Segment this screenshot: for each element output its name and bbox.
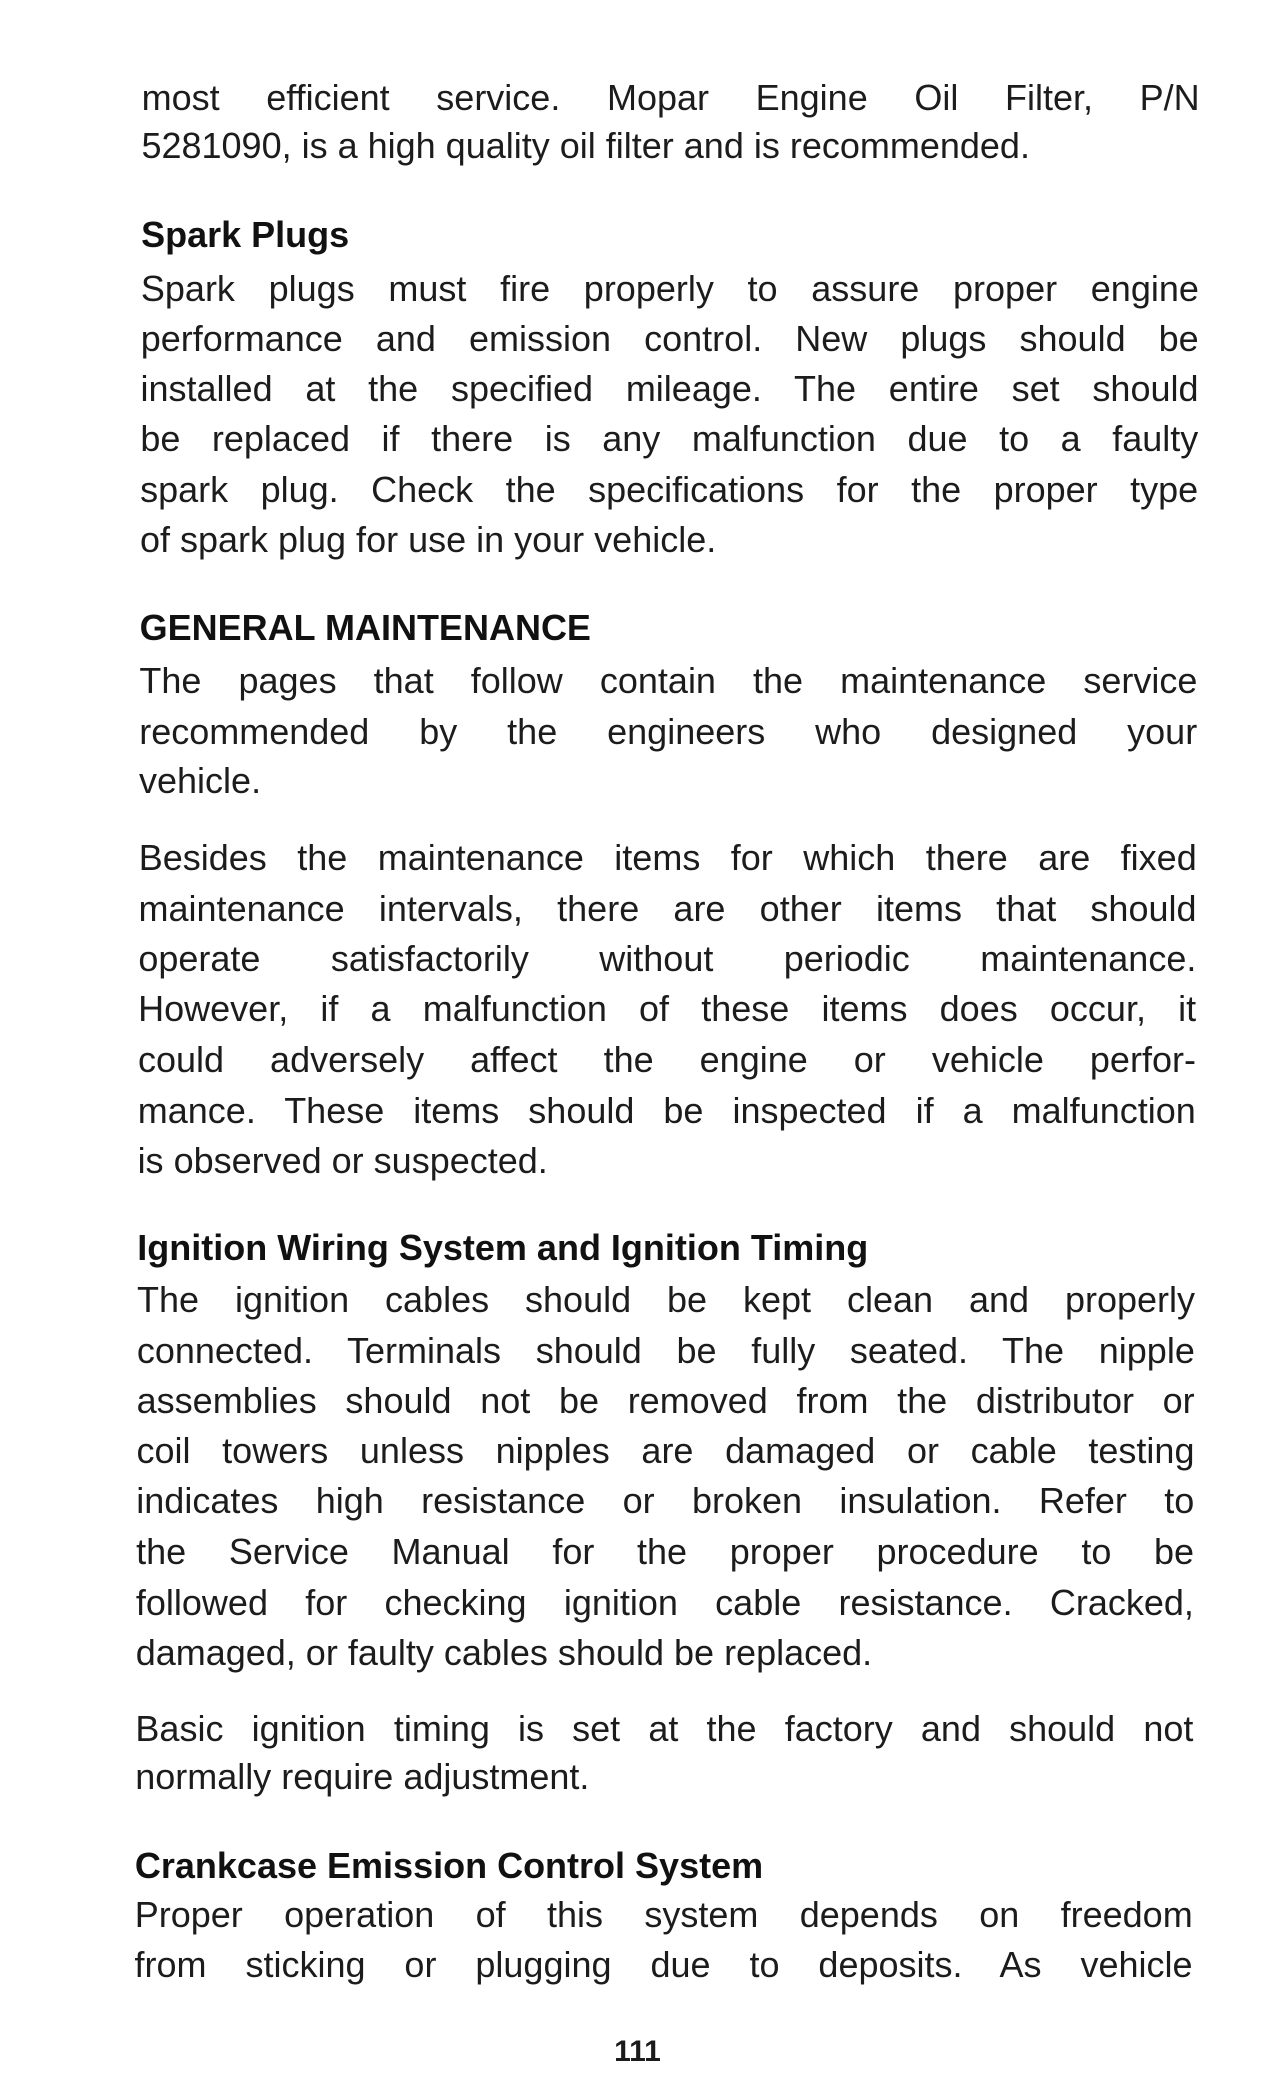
paragraph-line: vehicle. (139, 760, 262, 801)
paragraph-line: The ignition cables should be kept clean and properly (137, 1279, 1196, 1320)
paragraph-line: is observed or suspected. (137, 1140, 548, 1181)
paragraph-line: of spark plug for use in your vehicle. (139, 519, 717, 560)
paragraph-line: normally require adjustment. (135, 1756, 590, 1797)
paragraph-line: installed at the specified mileage. The entire set should (140, 368, 1199, 409)
paragraph-line: operate satisfactorily without periodic maintenance. (138, 938, 1197, 979)
section-heading: Ignition Wiring System and Ignition Timing (137, 1227, 869, 1268)
paragraph-line: maintenance intervals, there are other items that should (138, 888, 1197, 929)
paragraph-line: spark plug. Check the specifications for the proper type (140, 469, 1199, 510)
paragraph-line: Basic ignition timing is set at the factory and should not (135, 1708, 1194, 1749)
page-number: 111 (614, 2035, 661, 2068)
paragraph-line: Proper operation of this system depends on freedom (134, 1894, 1193, 1935)
paragraph-line: The pages that follow contain the maintenance service (139, 660, 1198, 701)
paragraph-line: 5281090, is a high quality oil filter and is recommended. (141, 125, 1030, 166)
paragraph-line: performance and emission control. New plugs should be (140, 318, 1199, 359)
paragraph-line: recommended by the engineers who designed your (139, 711, 1198, 752)
paragraph-line: most efficient service. Mopar Engine Oil Filter, P/N (141, 77, 1200, 118)
paragraph-line: could adversely affect the engine or vehicle perfor- (137, 1039, 1196, 1080)
section-heading: GENERAL MAINTENANCE (139, 607, 591, 648)
paragraph-line: Spark plugs must fire properly to assure proper engine (140, 268, 1199, 309)
paragraph-line: assemblies should not be removed from the distributor or (136, 1380, 1195, 1421)
paragraph-line: coil towers unless nipples are damaged or cable testing (136, 1430, 1195, 1471)
paragraph-line: damaged, or faulty cables should be replaced. (135, 1632, 873, 1673)
paragraph-line: followed for checking ignition cable resistance. Cracked, (135, 1582, 1194, 1623)
section-heading: Spark Plugs (141, 214, 350, 255)
paragraph-line: However, if a malfunction of these items does occur, it (138, 988, 1197, 1029)
section-heading: Crankcase Emission Control System (134, 1845, 764, 1886)
paragraph-line: the Service Manual for the proper procedure to be (136, 1531, 1195, 1572)
paragraph-line: indicates high resistance or broken insulation. Refer to (136, 1480, 1195, 1521)
paragraph-line: Besides the maintenance items for which there are fixed (138, 837, 1197, 878)
paragraph-line: connected. Terminals should be fully seated. The nipple (136, 1330, 1195, 1371)
paragraph-line: from sticking or plugging due to deposits. As vehicle (134, 1944, 1193, 1985)
paragraph-line: be replaced if there is any malfunction due to a faulty (140, 418, 1199, 459)
paragraph-line: mance. These items should be inspected if a malfunction (137, 1090, 1196, 1131)
